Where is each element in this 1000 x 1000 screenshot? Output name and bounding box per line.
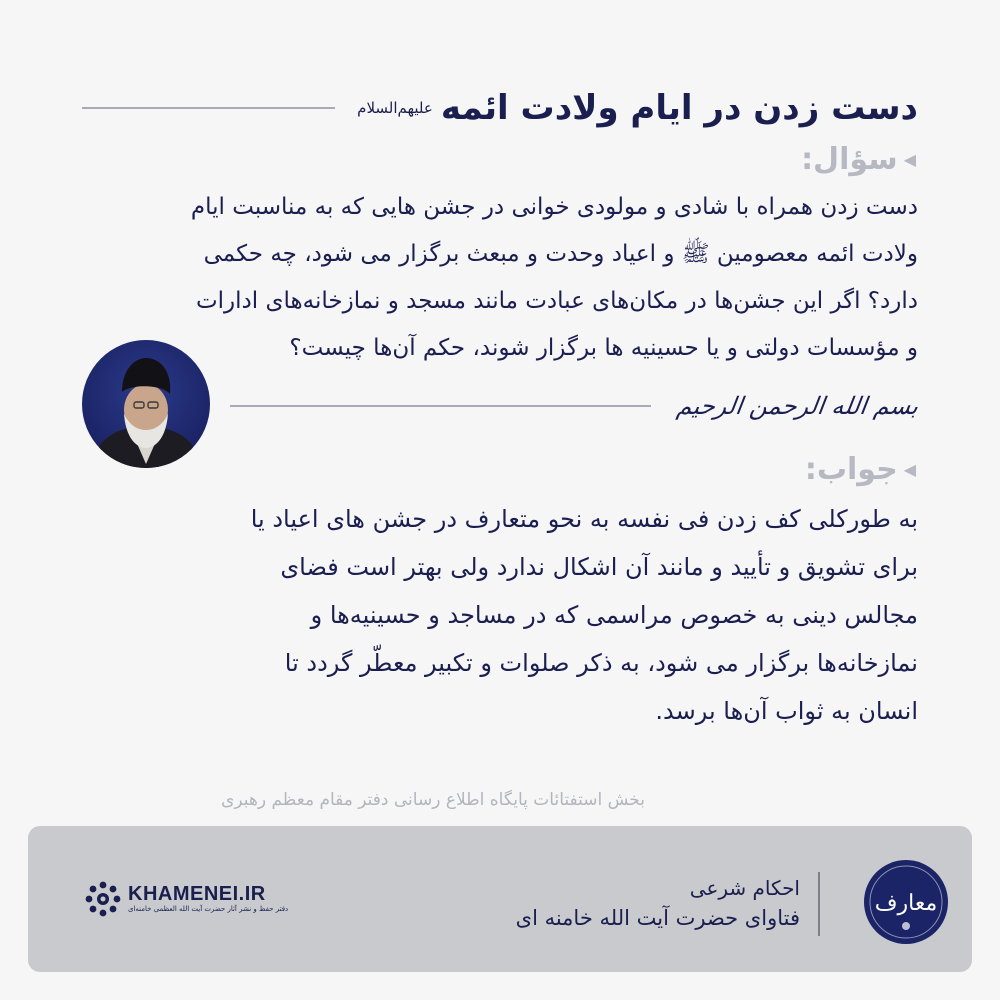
portrait-icon xyxy=(82,340,210,468)
question-text xyxy=(80,184,918,372)
answer-line: برای تشویق و تأیید و مانند آن اشکال ندارد ولی بهتر است فضای xyxy=(280,553,918,581)
khamenei-logo[interactable] xyxy=(84,880,288,918)
answer-label-text: جواب: xyxy=(804,452,898,487)
footer-line-1: احکام شرعی xyxy=(689,876,800,900)
khamenei-brand-name: KHAMENEI.IR xyxy=(128,883,266,905)
honorific-text: علیهم‌السلام xyxy=(357,99,433,117)
source-caption: بخش استفتائات پایگاه اطلاع رسانی دفتر مقام معظم رهبری xyxy=(221,790,645,810)
footer-bar xyxy=(28,826,972,972)
khamenei-star-icon xyxy=(84,880,122,918)
footer-text xyxy=(516,874,800,934)
answer-line: به طورکلی کف زدن فی نفسه به نحو متعارف در جشن های اعیاد یا xyxy=(250,505,918,533)
signature-row xyxy=(230,384,918,428)
answer-label xyxy=(805,452,916,487)
portrait-avatar xyxy=(82,340,210,468)
signature-text: بسم الله الرحمن الرحیم xyxy=(674,392,920,420)
signature-divider xyxy=(230,405,651,407)
maaref-badge xyxy=(864,860,948,944)
title-divider xyxy=(82,107,335,109)
question-label-text: سؤال: xyxy=(801,142,898,177)
question-line: دارد؟ اگر این جشن‌ها در مکان‌های عبادت مانند مسجد و نمازخانه‌های ادارات xyxy=(196,288,918,314)
answer-line: انسان به ثواب آن‌ها برسد. xyxy=(655,697,918,725)
footer-line-2: فتاوای حضرت آیت الله خامنه ای xyxy=(515,906,800,930)
question-arrow-icon: ◀ xyxy=(903,150,916,169)
maaref-logo-icon xyxy=(864,860,948,944)
answer-text xyxy=(80,495,918,735)
maaref-badge-text: معارف xyxy=(874,891,938,916)
question-line: ولادت ائمه معصومین ﷺ و اعیاد وحدت و مبعث برگزار می شود، چه حکمی xyxy=(203,241,918,267)
answer-arrow-icon: ◀ xyxy=(903,460,916,479)
khamenei-brand-sub: دفتر حفظ و نشر آثار حضرت آیت الله العظمی خامنه‌ای xyxy=(128,905,289,913)
page-title: دست زدن در ایام ولادت ائمه xyxy=(440,88,918,128)
title-row xyxy=(82,78,918,138)
question-label xyxy=(801,142,916,177)
question-line: و مؤسسات دولتی و یا حسینیه ها برگزار شوند، حکم آن‌ها چیست؟ xyxy=(289,335,918,361)
question-line: دست زدن همراه با شادی و مولودی خوانی در جشن هایی که به مناسبت ایام xyxy=(190,194,918,220)
footer-divider xyxy=(818,872,820,936)
answer-line: نمازخانه‌ها برگزار می شود، به ذکر صلوات و تکبیر معطّر گردد تا xyxy=(284,649,918,677)
answer-line: مجالس دینی به خصوص مراسمی که در مساجد و حسینیه‌ها و xyxy=(310,601,918,629)
